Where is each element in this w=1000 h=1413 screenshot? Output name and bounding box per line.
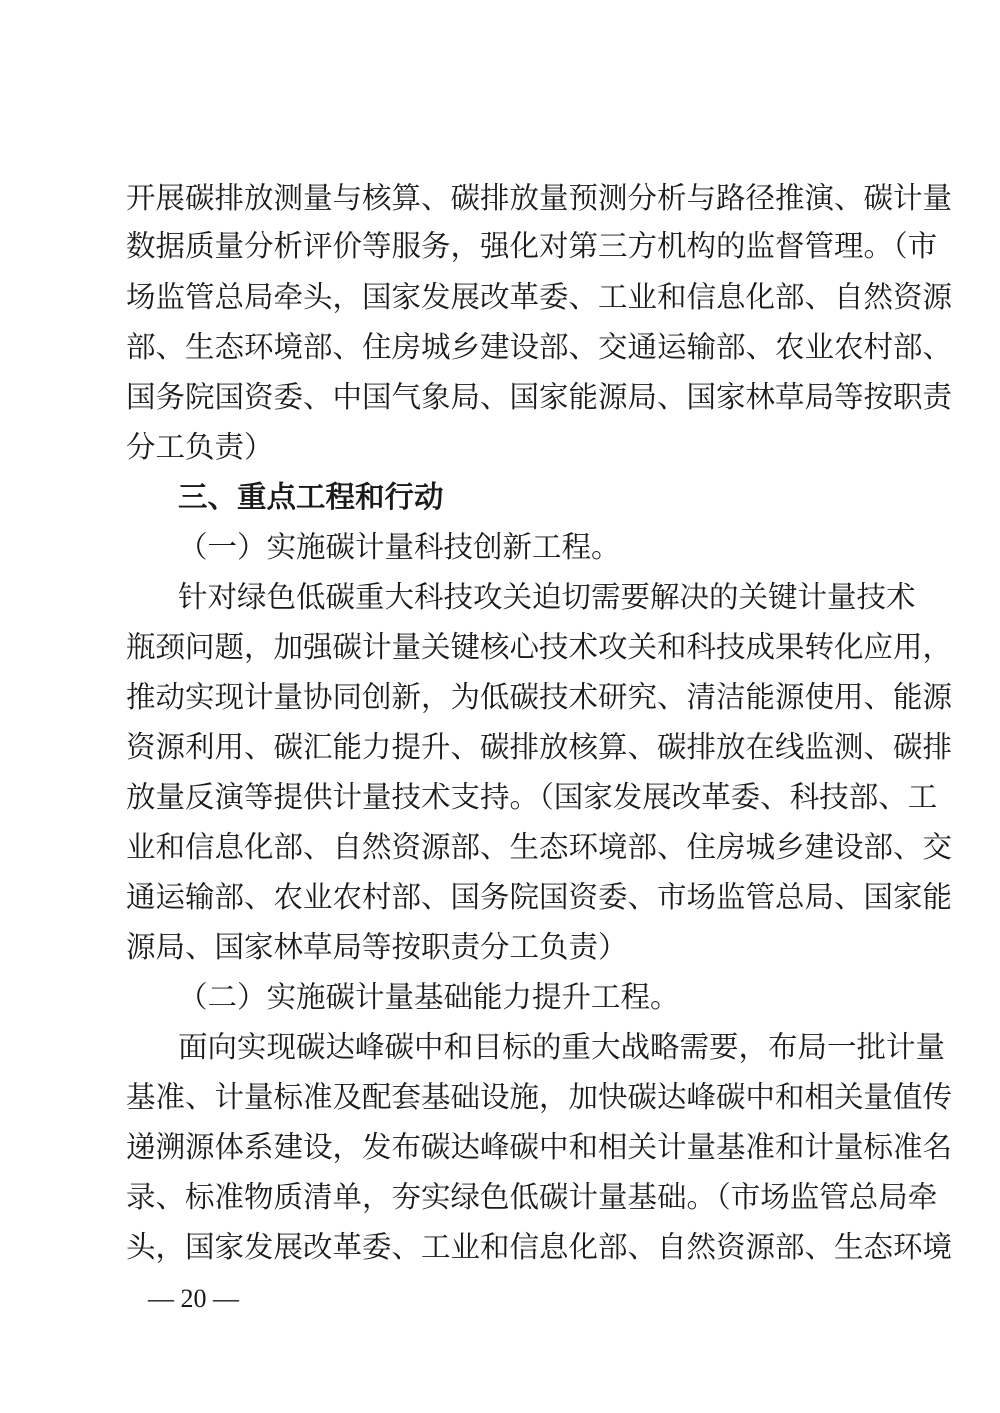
subsection-heading-2: （二）实施碳计量基础能力提升工程。 (178, 980, 680, 1014)
paragraph-1-line-1: 开展碳排放测量与核算、碳排放量预测分析与路径推演、碳计量 (126, 181, 953, 215)
subsection-heading-1: （一）实施碳计量科技创新工程。 (178, 530, 621, 564)
paragraph-1-line-5: 国务院国资委、中国气象局、国家能源局、国家林草局等按职责 (126, 380, 953, 414)
paragraph-3-line-2: 基准、计量标准及配套基础设施，加快碳达峰碳中和相关量值传 (126, 1080, 953, 1114)
paragraph-2-line-3: 推动实现计量协同创新，为低碳技术研究、清洁能源使用、能源 (126, 680, 953, 714)
paragraph-2-line-5: 放量反演等提供计量技术支持。（国家发展改革委、科技部、工 (126, 780, 938, 814)
paragraph-2-line-1: 针对绿色低碳重大科技攻关迫切需要解决的关键计量技术 (178, 580, 916, 614)
paragraph-2-line-7: 通运输部、农业农村部、国务院国资委、市场监管总局、国家能 (126, 880, 953, 914)
section-heading: 三、重点工程和行动 (178, 480, 444, 514)
paragraph-3-line-5: 头，国家发展改革委、工业和信息化部、自然资源部、生态环境 (126, 1230, 953, 1264)
paragraph-1-line-2: 数据质量分析评价等服务，强化对第三方机构的监督管理。（市 (126, 229, 938, 263)
paragraph-2-line-8: 源局、国家林草局等按职责分工负责） (126, 930, 628, 964)
paragraph-2-line-6: 业和信息化部、自然资源部、生态环境部、住房城乡建设部、交 (126, 830, 953, 864)
paragraph-3-line-3: 递溯源体系建设，发布碳达峰碳中和相关计量基准和计量标准名 (126, 1130, 953, 1164)
paragraph-1-line-3: 场监管总局牵头，国家发展改革委、工业和信息化部、自然资源 (126, 280, 953, 314)
paragraph-2-line-2: 瓶颈问题，加强碳计量关键核心技术攻关和科技成果转化应用， (126, 630, 953, 664)
paragraph-3-line-4: 录、标准物质清单，夯实绿色低碳计量基础。（市场监管总局牵 (126, 1180, 938, 1214)
page-number: — 20 — (148, 1284, 239, 1313)
paragraph-3-line-1: 面向实现碳达峰碳中和目标的重大战略需要，布局一批计量 (178, 1030, 946, 1064)
paragraph-2-line-4: 资源利用、碳汇能力提升、碳排放核算、碳排放在线监测、碳排 (126, 730, 953, 764)
paragraph-1-line-4: 部、生态环境部、住房城乡建设部、交通运输部、农业农村部、 (126, 330, 953, 364)
paragraph-1-line-6: 分工负责） (126, 430, 274, 464)
